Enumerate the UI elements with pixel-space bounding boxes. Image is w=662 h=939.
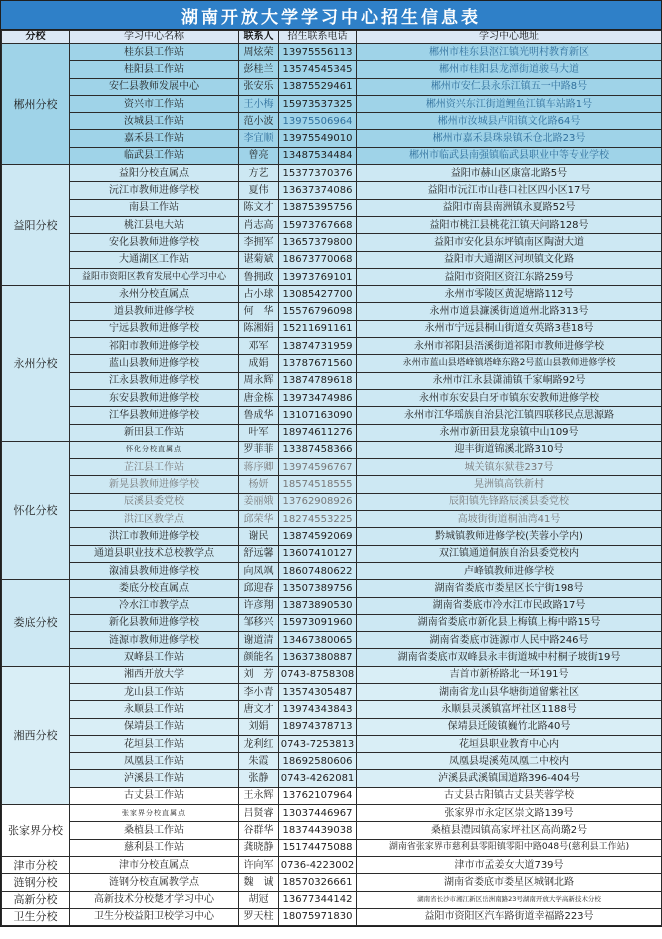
center-name-cell: 津市分校直属点 (70, 856, 239, 873)
contact-cell: 成娟 (239, 355, 279, 372)
phone-cell: 15211691161 (279, 320, 357, 337)
contact-cell: 蒋序卿 (239, 459, 279, 476)
center-name-cell: 南县工作站 (70, 199, 239, 216)
address-cell: 黔城镇教师进修学校(芙蓉小学内) (357, 528, 662, 545)
phone-cell: 13607410127 (279, 545, 357, 562)
center-name-cell: 龙山县工作站 (70, 683, 239, 700)
address-cell: 迎丰街道锦溪北路310号 (357, 441, 662, 458)
center-name-cell: 嘉禾县工作站 (70, 130, 239, 147)
contact-cell: 方艺 (239, 165, 279, 182)
phone-cell: 13762908926 (279, 493, 357, 510)
table-row (2, 545, 662, 562)
phone-cell: 13677344142 (279, 891, 357, 908)
address-cell: 吉首市新桥路北一环191号 (357, 666, 662, 683)
address-cell: 永州市江华瑶族自治县沱江镇四联移民点思源路 (357, 407, 662, 424)
contact-cell: 罗天柱 (239, 908, 279, 925)
phone-cell: 13657379800 (279, 234, 357, 251)
center-name-cell: 涟源市教师进修学校 (70, 632, 239, 649)
phone-cell: 0736-4223002 (279, 856, 357, 873)
contact-cell: 谢民 (239, 528, 279, 545)
center-name-cell: 大通湖区工作站 (70, 251, 239, 268)
phone-cell: 13875529461 (279, 78, 357, 95)
contact-cell: 舒远馨 (239, 545, 279, 562)
phone-cell: 13762107964 (279, 787, 357, 804)
branch-cell: 高新分校 (2, 891, 70, 908)
table-row (2, 61, 662, 78)
center-name-cell: 新晃县教师进修学校 (70, 476, 239, 493)
phone-cell: 18574518555 (279, 476, 357, 493)
center-name-cell: 通道县职业技术总校教学点 (70, 545, 239, 562)
header-row (2, 31, 662, 44)
center-name-cell: 新田县工作站 (70, 424, 239, 441)
address-cell: 益阳市资阳区汽车路街道幸福路223号 (357, 908, 662, 925)
phone-cell: 15576796098 (279, 303, 357, 320)
contact-cell: 周炫荣 (239, 44, 279, 61)
table-row (2, 216, 662, 233)
table-row (2, 78, 662, 95)
address-cell: 湖南省龙山县华塘街道留紫社区 (357, 683, 662, 700)
contact-cell: 周永辉 (239, 372, 279, 389)
center-name-cell: 泸溪县工作站 (70, 770, 239, 787)
center-name-cell: 新化县教师进修学校 (70, 614, 239, 631)
phone-cell: 13873890530 (279, 597, 357, 614)
branch-cell: 永州分校 (2, 286, 70, 442)
address-cell: 泸溪县武溪镇国道路396-404号 (357, 770, 662, 787)
contact-cell: 彭桂兰 (239, 61, 279, 78)
address-cell: 郴州市汝城县卢阳镇文化路64号 (357, 113, 662, 130)
contact-cell: 曾亮 (239, 147, 279, 164)
table-row (2, 683, 662, 700)
branch-cell: 益阳分校 (2, 165, 70, 286)
table-row (2, 355, 662, 372)
address-cell: 凤凰县堤溪苑凤凰二中校内 (357, 753, 662, 770)
address-cell: 郴州市临武县南强镇临武县职业中等专业学校 (357, 147, 662, 164)
table-row (2, 147, 662, 164)
phone-cell: 13037446967 (279, 805, 357, 822)
table-row (2, 597, 662, 614)
contact-cell: 姜丽娥 (239, 493, 279, 510)
table-row (2, 718, 662, 735)
table-row (2, 908, 662, 925)
contact-cell: 占小球 (239, 286, 279, 303)
contact-cell: 刘 芳 (239, 666, 279, 683)
phone-cell: 15973091960 (279, 614, 357, 631)
address-cell: 永州市江永县潇浦镇千家峒路92号 (357, 372, 662, 389)
contact-cell: 罗菲菲 (239, 441, 279, 458)
contact-cell: 李拥军 (239, 234, 279, 251)
branch-cell: 娄底分校 (2, 580, 70, 666)
center-name-cell: 洪江市教师进修学校 (70, 528, 239, 545)
contact-cell: 唐金栋 (239, 389, 279, 406)
contact-cell: 何 华 (239, 303, 279, 320)
address-cell: 益阳市南县南洲镇永夏路52号 (357, 199, 662, 216)
table-row (2, 649, 662, 666)
phone-cell: 13085427700 (279, 286, 357, 303)
table-row (2, 562, 662, 579)
address-cell: 永州市祁阳县浯溪街道祁阳市教师进修学校 (357, 338, 662, 355)
address-cell: 益阳市赫山区康富北路5号 (357, 165, 662, 182)
phone-cell: 18274553225 (279, 511, 357, 528)
contact-cell: 李小青 (239, 683, 279, 700)
address-cell: 湖南省娄底市涟源市人民中路246号 (357, 632, 662, 649)
contact-cell: 谢道清 (239, 632, 279, 649)
center-name-cell: 双峰县工作站 (70, 649, 239, 666)
address-cell: 湖南省张家界市慈利县零阳镇零阳中路048号(慈利县工作站) (357, 839, 662, 856)
phone-cell: 13467380065 (279, 632, 357, 649)
table-row (2, 753, 662, 770)
table-row (2, 95, 662, 112)
table-row (2, 130, 662, 147)
contact-cell: 鲁拥政 (239, 268, 279, 285)
phone-cell: 18570326661 (279, 874, 357, 891)
address-cell: 郴州市桂东县沤江镇光明村教育新区 (357, 44, 662, 61)
center-name-cell: 安化县教师进修学校 (70, 234, 239, 251)
branch-cell: 津市分校 (2, 856, 70, 873)
address-cell: 永州市宁远县桐山街道女英路3巷18号 (357, 320, 662, 337)
center-name-cell: 汝城县工作站 (70, 113, 239, 130)
table-row (2, 234, 662, 251)
address-cell: 花垣县职业教育中心内 (357, 735, 662, 752)
contact-cell: 杨妍 (239, 476, 279, 493)
address-cell: 益阳市大通湖区河坝镇文化路 (357, 251, 662, 268)
address-cell: 湖南省娄底市娄星区长宁街198号 (357, 580, 662, 597)
contact-cell: 谷群华 (239, 822, 279, 839)
center-name-cell: 桑植县工作站 (70, 822, 239, 839)
contact-cell: 范小波 (239, 113, 279, 130)
contact-cell: 龙利红 (239, 735, 279, 752)
phone-cell: 13637380887 (279, 649, 357, 666)
phone-cell: 13637374086 (279, 182, 357, 199)
center-name-cell: 芷江县工作站 (70, 459, 239, 476)
contact-cell: 胡冠 (239, 891, 279, 908)
phone-cell: 15377370376 (279, 165, 357, 182)
recruitment-table (1, 30, 662, 926)
address-cell: 益阳市资阳区资江东路259号 (357, 268, 662, 285)
address-cell: 永州市东安县白牙市镇东安教师进修学校 (357, 389, 662, 406)
table-row (2, 805, 662, 822)
contact-cell: 许向军 (239, 856, 279, 873)
phone-cell: 18075971830 (279, 908, 357, 925)
table-row (2, 424, 662, 441)
table-row (2, 182, 662, 199)
address-cell: 桑植县澧园镇高家坪社区高尚璐2号 (357, 822, 662, 839)
table-body (2, 44, 662, 926)
center-name-cell: 涟钢分校直属教学点 (70, 874, 239, 891)
center-name-cell: 桂东县工作站 (70, 44, 239, 61)
table-row (2, 822, 662, 839)
address-cell: 保靖县迁陵镇巍竹北路40号 (357, 718, 662, 735)
table-row (2, 666, 662, 683)
col-header-address: 学习中心地址 (357, 31, 662, 44)
table-row (2, 614, 662, 631)
phone-cell: 15973537325 (279, 95, 357, 112)
table-row (2, 511, 662, 528)
table-row (2, 338, 662, 355)
contact-cell: 陈文才 (239, 199, 279, 216)
phone-cell: 0743-8758308 (279, 666, 357, 683)
branch-cell: 卫生分校 (2, 908, 70, 925)
center-name-cell: 花垣县工作站 (70, 735, 239, 752)
phone-cell: 18374439038 (279, 822, 357, 839)
center-name-cell: 张家界分校直属点 (70, 805, 239, 822)
center-name-cell: 桃江县电大站 (70, 216, 239, 233)
phone-cell: 13974343843 (279, 701, 357, 718)
address-cell: 郴州资兴东江街道鲤鱼江镇车站路1号 (357, 95, 662, 112)
address-cell: 城关镇东狱巷237号 (357, 459, 662, 476)
address-cell: 高坡街街道桐油湾41号 (357, 511, 662, 528)
table-row (2, 874, 662, 891)
phone-cell: 0743-4262081 (279, 770, 357, 787)
center-name-cell: 高新技术分校楚才学习中心 (70, 891, 239, 908)
address-cell: 辰阳镇先锋路辰溪县委党校 (357, 493, 662, 510)
address-cell: 双江镇通道侗族自治县委党校内 (357, 545, 662, 562)
phone-cell: 13387458366 (279, 441, 357, 458)
phone-cell: 13975506964 (279, 113, 357, 130)
phone-cell: 13107163090 (279, 407, 357, 424)
center-name-cell: 辰溪县委党校 (70, 493, 239, 510)
branch-cell: 怀化分校 (2, 441, 70, 579)
contact-cell: 谌菊斌 (239, 251, 279, 268)
address-cell: 永州市蓝山县塔峰镇塔峰东路2号蓝山县教师进修学校 (357, 355, 662, 372)
center-name-cell: 临武县工作站 (70, 147, 239, 164)
center-name-cell: 永州分校直属点 (70, 286, 239, 303)
center-name-cell: 资兴市工作站 (70, 95, 239, 112)
table-row (2, 113, 662, 130)
center-name-cell: 湘西开放大学 (70, 666, 239, 683)
table-row (2, 701, 662, 718)
center-name-cell: 蓝山县教师进修学校 (70, 355, 239, 372)
center-name-cell: 安仁县教师发展中心 (70, 78, 239, 95)
center-name-cell: 娄底分校直属点 (70, 580, 239, 597)
center-name-cell: 祁阳市教师进修学校 (70, 338, 239, 355)
address-cell: 郴州市安仁县永乐江镇五一中路8号 (357, 78, 662, 95)
table-row (2, 286, 662, 303)
table-row (2, 199, 662, 216)
table-row (2, 407, 662, 424)
center-name-cell: 道县教师进修学校 (70, 303, 239, 320)
phone-cell: 13874592069 (279, 528, 357, 545)
contact-cell: 唐文才 (239, 701, 279, 718)
phone-cell: 13487534484 (279, 147, 357, 164)
address-cell: 郴州市桂阳县龙潭街道骏马大道 (357, 61, 662, 78)
table-row (2, 787, 662, 804)
table-row (2, 493, 662, 510)
phone-cell: 18692580606 (279, 753, 357, 770)
table-row (2, 632, 662, 649)
branch-cell: 张家界分校 (2, 805, 70, 857)
table-row (2, 735, 662, 752)
center-name-cell: 洪江区教学点 (70, 511, 239, 528)
col-header-center-name: 学习中心名称 (70, 31, 239, 44)
contact-cell: 鲁成华 (239, 407, 279, 424)
address-cell: 湖南省娄底市娄星区城钢北路 (357, 874, 662, 891)
contact-cell: 朱霞 (239, 753, 279, 770)
center-name-cell: 保靖县工作站 (70, 718, 239, 735)
contact-cell: 肖志高 (239, 216, 279, 233)
table-row (2, 476, 662, 493)
contact-cell: 刘娟 (239, 718, 279, 735)
phone-cell: 15174475088 (279, 839, 357, 856)
address-cell: 永州市道县濂溪街道道州北路313号 (357, 303, 662, 320)
phone-cell: 13574545345 (279, 61, 357, 78)
address-cell: 湖南省娄底市双峰县永丰街道城中村桐子坡街19号 (357, 649, 662, 666)
contact-cell: 张安乐 (239, 78, 279, 95)
phone-cell: 18673770068 (279, 251, 357, 268)
contact-cell: 颜能名 (239, 649, 279, 666)
center-name-cell: 古丈县工作站 (70, 787, 239, 804)
contact-cell: 吕贤睿 (239, 805, 279, 822)
address-cell: 张家界市永定区崇文路139号 (357, 805, 662, 822)
table-row (2, 580, 662, 597)
table-row (2, 320, 662, 337)
address-cell: 湖南省娄底市冷水江市民政路17号 (357, 597, 662, 614)
table-row (2, 268, 662, 285)
address-cell: 益阳市桃江县桃花江镇天问路128号 (357, 216, 662, 233)
table-row (2, 389, 662, 406)
center-name-cell: 益阳分校直属点 (70, 165, 239, 182)
branch-cell: 涟钢分校 (2, 874, 70, 891)
center-name-cell: 东安县教师进修学校 (70, 389, 239, 406)
contact-cell: 陈湘娟 (239, 320, 279, 337)
address-cell: 益阳市沅江市山巷口社区四小区17号 (357, 182, 662, 199)
center-name-cell: 江华县教师进修学校 (70, 407, 239, 424)
center-name-cell: 慈利县工作站 (70, 839, 239, 856)
phone-cell: 18607480622 (279, 562, 357, 579)
col-header-phone: 招生联系电话 (279, 31, 357, 44)
center-name-cell: 沅江市教师进修学校 (70, 182, 239, 199)
table-row (2, 839, 662, 856)
phone-cell: 13507389756 (279, 580, 357, 597)
contact-cell: 魏 诚 (239, 874, 279, 891)
table-row (2, 251, 662, 268)
contact-cell: 夏伟 (239, 182, 279, 199)
table-row (2, 770, 662, 787)
address-cell: 卢峰镇教师进修学校 (357, 562, 662, 579)
address-cell: 湖南省长沙市湘江新区岳洲南路23号湖南开放大学高新技术分校 (357, 891, 662, 908)
table-row (2, 303, 662, 320)
table-row (2, 528, 662, 545)
address-cell: 古丈县古阳镇古丈县芙蓉学校 (357, 787, 662, 804)
table-row (2, 441, 662, 458)
sheet-title: 湖南开放大学学习中心招生信息表 (1, 1, 661, 30)
address-cell: 永顺县灵溪镇富坪社区1188号 (357, 701, 662, 718)
address-cell: 晃洲镇高铁新村 (357, 476, 662, 493)
phone-cell: 13874731959 (279, 338, 357, 355)
phone-cell: 13975556113 (279, 44, 357, 61)
table-row (2, 891, 662, 908)
contact-cell: 王小梅 (239, 95, 279, 112)
center-name-cell: 卫生分校益阳卫校学习中心 (70, 908, 239, 925)
col-header-branch: 分校 (2, 31, 70, 44)
contact-cell: 邹移兴 (239, 614, 279, 631)
contact-cell: 龚晓静 (239, 839, 279, 856)
contact-cell: 许彦翔 (239, 597, 279, 614)
contact-cell: 向凤飒 (239, 562, 279, 579)
contact-cell: 王永辉 (239, 787, 279, 804)
address-cell: 湖南省娄底市新化县上梅镇上梅中路15号 (357, 614, 662, 631)
address-cell: 永州市新田县龙泉镇中山109号 (357, 424, 662, 441)
table-row (2, 165, 662, 182)
contact-cell: 邱迎春 (239, 580, 279, 597)
table-row (2, 856, 662, 873)
col-header-contact: 联系人 (239, 31, 279, 44)
center-name-cell: 益阳市资阳区教育发展中心学习中心 (70, 268, 239, 285)
phone-cell: 13787671560 (279, 355, 357, 372)
contact-cell: 邱荣华 (239, 511, 279, 528)
phone-cell: 13875395756 (279, 199, 357, 216)
phone-cell: 18974611276 (279, 424, 357, 441)
center-name-cell: 江永县教师进修学校 (70, 372, 239, 389)
center-name-cell: 永顺县工作站 (70, 701, 239, 718)
contact-cell: 张静 (239, 770, 279, 787)
branch-cell: 湘西分校 (2, 666, 70, 804)
center-name-cell: 冷水江市教学点 (70, 597, 239, 614)
contact-cell: 李宜顺 (239, 130, 279, 147)
phone-cell: 13874789618 (279, 372, 357, 389)
address-cell: 津市市孟姜女大道739号 (357, 856, 662, 873)
center-name-cell: 溆浦县教师进修学校 (70, 562, 239, 579)
table-row (2, 459, 662, 476)
table-row (2, 44, 662, 61)
contact-cell: 邓军 (239, 338, 279, 355)
table-row (2, 372, 662, 389)
phone-cell: 18974378713 (279, 718, 357, 735)
contact-cell: 叶军 (239, 424, 279, 441)
center-name-cell: 桂阳县工作站 (70, 61, 239, 78)
branch-cell: 郴州分校 (2, 44, 70, 165)
center-name-cell: 凤凰县工作站 (70, 753, 239, 770)
center-name-cell: 宁远县教师进修学校 (70, 320, 239, 337)
address-cell: 益阳市安化县东坪镇南区陶澍大道 (357, 234, 662, 251)
phone-cell: 13973769101 (279, 268, 357, 285)
phone-cell: 13974596767 (279, 459, 357, 476)
phone-cell: 0743-7253813 (279, 735, 357, 752)
address-cell: 郴州市嘉禾县珠泉镇禾仓北路23号 (357, 130, 662, 147)
phone-cell: 13975549010 (279, 130, 357, 147)
phone-cell: 15973767668 (279, 216, 357, 233)
phone-cell: 13574305487 (279, 683, 357, 700)
address-cell: 永州市零陵区黄泥塘路112号 (357, 286, 662, 303)
phone-cell: 13973474986 (279, 389, 357, 406)
center-name-cell: 怀化分校直属点 (70, 441, 239, 458)
